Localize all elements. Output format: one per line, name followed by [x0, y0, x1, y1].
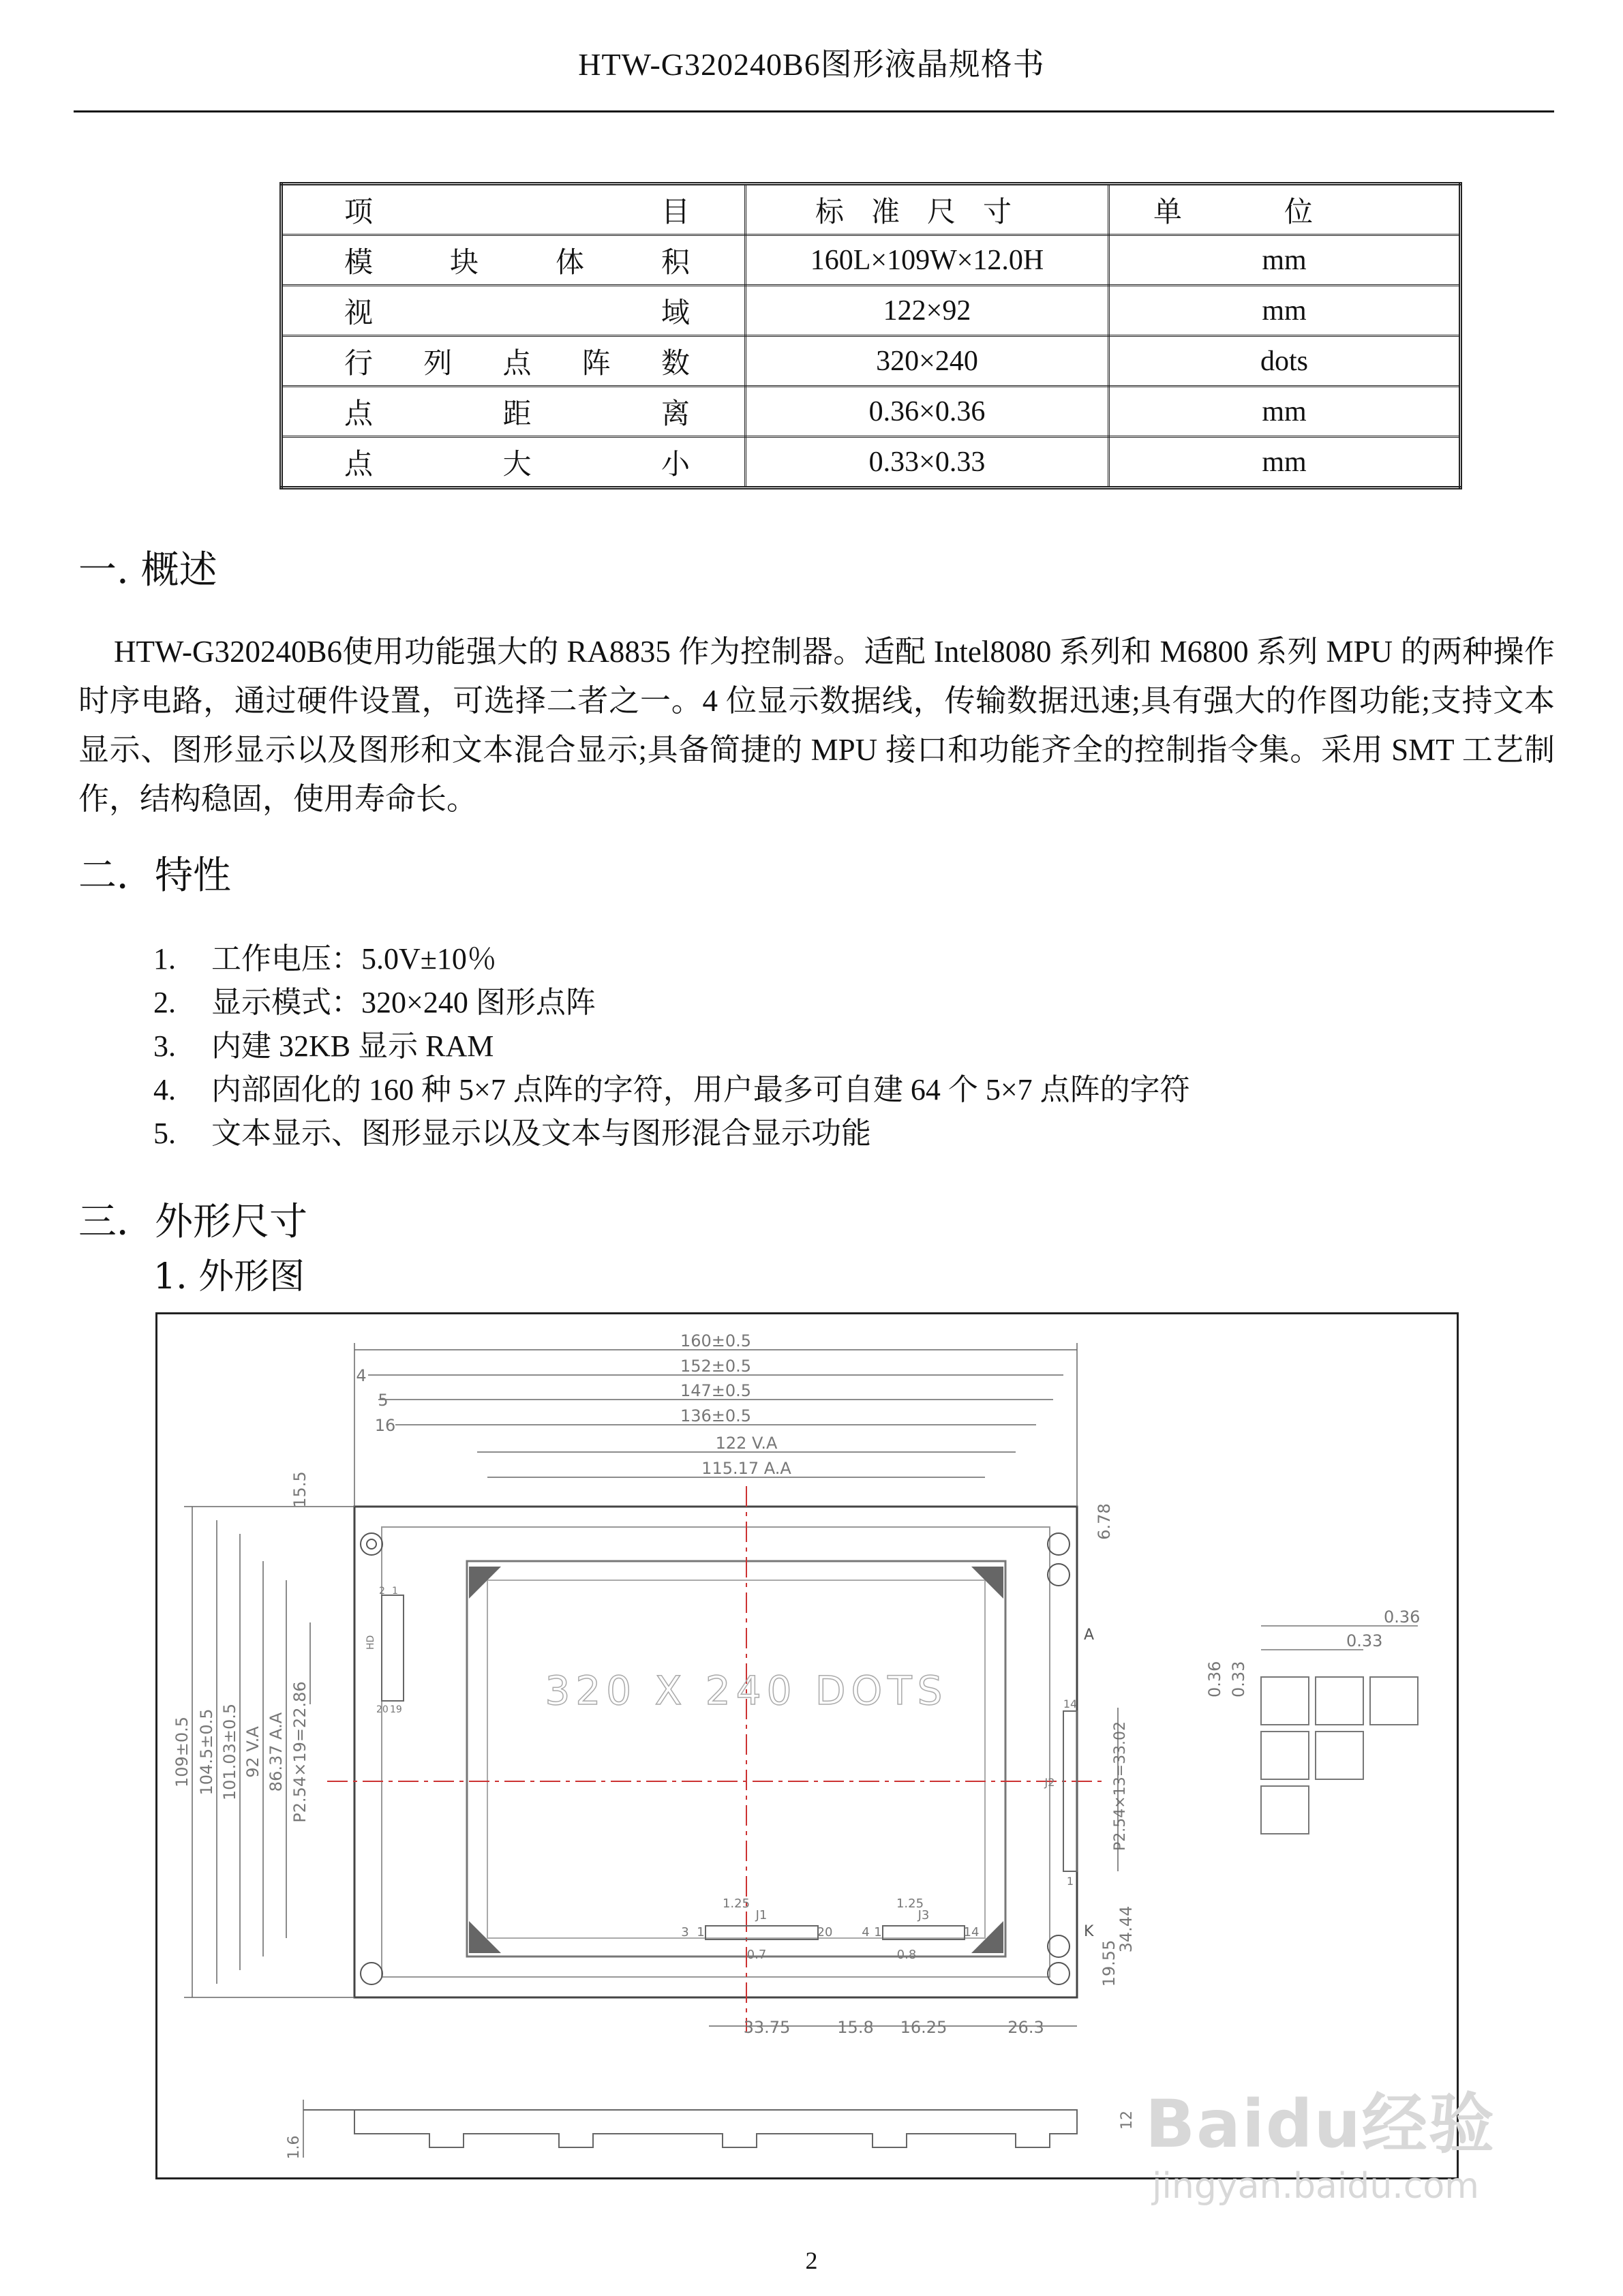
table-cell: 122×92: [746, 286, 1109, 336]
dim-label: 12: [1119, 2111, 1136, 2130]
features-heading: 二．特性: [78, 854, 231, 898]
mounting-hole-icon: [1048, 1564, 1070, 1586]
cathode-label: K: [1084, 1923, 1094, 1940]
table-cell: 点大小: [282, 437, 746, 488]
connector-label: J2: [1044, 1776, 1055, 1789]
dim-label: 101.03±0.5: [220, 1703, 239, 1801]
pin-label: 1: [697, 1925, 705, 1939]
connector-j1: [681, 1897, 832, 1962]
list-item-number: 4.: [153, 1073, 176, 1106]
dim-label: 4: [862, 1925, 870, 1939]
overview-paragraph: HTW-G320240B6使用功能强大的 RA8835 作为控制器。适配 Intel8080 系列和 M6800 系列 MPU 的两种操作时序电路，通过硬件设置，可选择二者之一。4 位显示数据线，传输数据迅速;具有强大的作图功能;支持文本显示、图形显示以及图形和文本混合显示;具备简捷的 MPU 接口和功能齐全的控制指令集。采用 SMT 工艺制作，结构稳固，使用寿命长。: [78, 635, 1555, 816]
table-cell: 320×240: [746, 336, 1109, 387]
bezel-rect: [382, 1527, 1050, 1977]
baidu-watermark-logo: [1145, 2072, 1496, 2207]
dim-label: 16: [374, 1416, 396, 1435]
table-cell: 0.33×0.33: [746, 437, 1109, 488]
connector-label: J3: [917, 1908, 930, 1922]
active-area-rect: [487, 1580, 985, 1938]
pin-label: 1: [874, 1925, 882, 1939]
dim-label: 6.78: [1095, 1503, 1114, 1540]
table-header-cell: 项 目: [282, 184, 746, 235]
dim-label: 26.3: [1007, 2018, 1044, 2037]
list-item-text: 文本显示、图形显示以及文本与图形混合显示功能: [211, 1117, 871, 1150]
mounting-hole-icon: [1048, 1533, 1070, 1555]
header-label: HD: [365, 1635, 376, 1650]
watermark-logo-text: Baidu经验: [1145, 2086, 1496, 2162]
overview-heading: 一. 概述: [78, 548, 217, 592]
pin-label: 14: [963, 1925, 980, 1939]
document-title: HTW-G320240B6图形液晶规格书: [578, 47, 1045, 82]
list-item-number: 5.: [153, 1117, 176, 1150]
corner-mark: [469, 1567, 501, 1599]
dim-label: 15.5: [290, 1471, 309, 1508]
mounting-hole-icon: [367, 1539, 376, 1549]
table-cell: mm: [1109, 437, 1461, 488]
dim-label: 92 V.A: [243, 1726, 262, 1778]
dim-label: 1.6: [286, 2135, 303, 2160]
connector-j2: [1044, 1697, 1129, 1888]
side-profile: [286, 2100, 1136, 2160]
dim-label: 5: [378, 1391, 389, 1410]
list-item-text: 工作电压：5.0V±10％: [211, 942, 497, 976]
table-cell: 行列点阵数: [282, 336, 746, 387]
dim-label: 122 V.A: [715, 1434, 778, 1453]
mounting-hole-icon: [361, 1963, 382, 1984]
dim-label: 152±0.5: [680, 1357, 752, 1376]
dim-label: 86.37 A.A: [267, 1712, 286, 1792]
mounting-hole-icon: [361, 1533, 382, 1555]
table-cell: 模块体积: [282, 235, 746, 286]
mounting-hole-icon: [1048, 1963, 1070, 1984]
list-item-number: 2.: [153, 986, 176, 1019]
dim-label: 16.25: [900, 2018, 947, 2037]
dim-label: 0.8: [896, 1948, 917, 1962]
dim-label: 15.8: [837, 2018, 874, 2037]
dim-label: 0.36: [1384, 1607, 1421, 1627]
table-cell: mm: [1109, 286, 1461, 336]
dot-detail: [1205, 1607, 1420, 1834]
dim-label: 19.55: [1099, 1939, 1119, 1987]
connector-label: J1: [755, 1908, 768, 1922]
list-item-number: 3.: [153, 1029, 176, 1063]
outline-subheading: 1. 外形图: [153, 1256, 305, 1297]
table-cell: dots: [1109, 336, 1461, 387]
anode-label: A: [1084, 1627, 1095, 1644]
dim-label: P2.54×13=33.02: [1112, 1721, 1129, 1852]
dim-label: 34.44: [1117, 1905, 1136, 1953]
dim-label: 0.7: [746, 1948, 767, 1962]
list-item-number: 1.: [153, 942, 176, 976]
table-cell: 0.36×0.36: [746, 387, 1109, 437]
dim-label: 4: [356, 1366, 367, 1385]
led-labels: [1084, 1627, 1094, 1940]
dim-label: 0.33: [1229, 1661, 1248, 1697]
dim-label: 104.5±0.5: [197, 1708, 216, 1796]
list-item-text: 显示模式：320×240 图形点阵: [211, 986, 596, 1019]
dim-label: 0.36: [1205, 1661, 1224, 1697]
dim-label: 33.75: [743, 2018, 791, 2037]
pin-label: 1: [392, 1586, 398, 1597]
page-number: 2: [805, 2247, 818, 2274]
corner-mark: [469, 1921, 501, 1953]
pin-label: 20: [817, 1925, 833, 1939]
watermark-url: jingyan.baidu.com: [1152, 2166, 1479, 2207]
dim-label: P2.54×19=22.86: [290, 1681, 309, 1823]
left-dimension-labels: [172, 1471, 1114, 1822]
dim-label: 1.25: [896, 1897, 924, 1911]
table-cell: mm: [1109, 387, 1461, 437]
mounting-hole-icon: [1048, 1935, 1070, 1957]
table-cell: 点距离: [282, 387, 746, 437]
corner-mark: [971, 1567, 1003, 1599]
dim-label: 136±0.5: [680, 1406, 752, 1425]
pin-label: 1: [1066, 1875, 1074, 1888]
dim-label: 147±0.5: [680, 1381, 752, 1400]
list-item-text: 内建 32KB 显示 RAM: [211, 1029, 494, 1063]
table-cell: 160L×109W×12.0H: [746, 235, 1109, 286]
top-dimension-labels: [356, 1331, 791, 1478]
dimensions-heading: 三．外形尺寸: [78, 1200, 307, 1244]
dim-label: 3: [681, 1925, 689, 1939]
dim-label: 160±0.5: [680, 1331, 752, 1350]
dim-label: 115.17 A.A: [701, 1459, 791, 1478]
pin-label: 19: [390, 1704, 402, 1715]
connector-j3: [862, 1897, 979, 1962]
table-header-cell: 单位: [1109, 184, 1461, 235]
list-item-text: 内部固化的 160 种 5×7 点阵的字符，用户最多可自建 64 个 5×7 点阵的字符: [211, 1073, 1190, 1106]
module-outline: [327, 1486, 1104, 2031]
pin-label: 14: [1063, 1697, 1078, 1710]
pin-label: 20: [376, 1704, 389, 1715]
left-header-connector: [365, 1586, 404, 1715]
table-cell: 视 域: [282, 286, 746, 336]
dim-label: 109±0.5: [172, 1716, 192, 1788]
screen-label: 320 X 240 DOTS: [545, 1667, 948, 1714]
table-header-cell: 标准尺寸: [746, 184, 1109, 235]
pin-label: 2: [379, 1586, 385, 1597]
dim-label: 1.25: [722, 1897, 750, 1911]
table-cell: mm: [1109, 235, 1461, 286]
dim-label: 0.33: [1346, 1631, 1383, 1650]
